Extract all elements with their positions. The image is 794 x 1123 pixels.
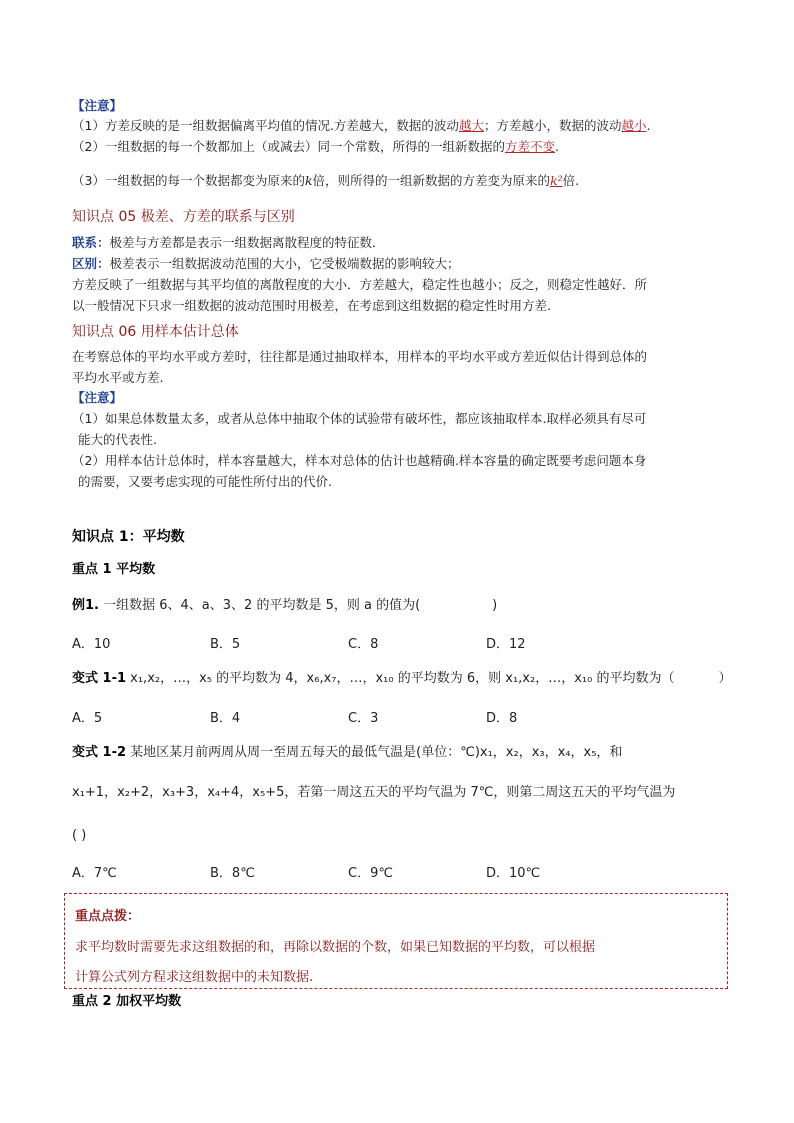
example-1-label: 例1. [72,598,99,613]
variant-1-1 [72,670,731,688]
note-item-1-end: . [646,118,651,133]
link-label: 联系： [72,235,110,250]
section-06-line-2: 平均水平或方差. [72,370,164,385]
variant-1-2-text-1: 某地区某月前两周从周一至周五每天的最低气温是(单位：℃)x₁，x₂，x₃，x₄，x₅，和 [130,745,623,760]
section-06-line-1: 在考察总体的平均水平或方差时，往往都是通过抽取样本，用样本的平均水平或方差近似估计得到总体的 [72,349,648,364]
section-06-note-heading: 【注意】 [72,390,123,405]
variant-1-2-label: 变式 1-2 [72,745,127,760]
section-05-line-3: 方差反映了一组数据与其平均值的离散程度的大小．方差越大，稳定性也越小；反之，则稳定性越好．所 [72,277,648,292]
note-item-2 [72,138,559,156]
section-05-link [72,234,385,252]
key-tip-callout [64,893,728,989]
example-1-option-c: C．8 [348,637,379,652]
key-tip-line-1: 求平均数时需要先求这组数据的和，再除以数据的个数，如果已知数据的平均数，可以根据 [75,940,596,955]
section-06-note-1-line-2: 能大的代表性. [78,432,157,447]
focus-1-title: 重点 1 平均数 [72,562,156,577]
note-item-2-end: . [554,139,559,154]
math-k: k [304,173,313,188]
link-text: 极差与方差都是表示一组数据离散程度的特征数． [109,235,385,250]
kp1-title: 知识点 1：平均数 [72,529,185,545]
section-06-title: 知识点 06 用样本估计总体 [72,324,239,340]
section-06-note-2-line-1: （2）用样本估计总体时，样本容量越大，样本对总体的估计也越精确.样本容量的确定既要考虑问题本身 [72,453,647,468]
section-05-difference [72,255,460,273]
variant-1-1-option-d: D．8 [486,711,518,726]
note-item-1-mid: ；方差越小，数据的波动 [483,118,622,133]
variant-1-2-line-1 [72,744,622,762]
example-1-option-d: D．12 [486,637,526,652]
key-tip-line-2: 计算公式列方程求这组数据中的未知数据. [75,970,314,985]
difference-label: 区别： [72,256,110,271]
note-item-2-text: （2）一组数据的每一个数都加上（或减去）同一个常数，所得的一组新数据的 [72,139,505,154]
example-1-text: 一组数据 6、4、a、3、2 的平均数是 5，则 a 的值为( [103,598,421,613]
variant-1-1-option-b: B．4 [210,711,241,726]
section-06-note-1-line-1: （1）如果总体数量太多，或者从总体中抽取个体的试验带有破坏性，都应该抽取样本.取样必须具有尽可 [72,411,647,426]
variant-1-2-line-2: x₁+1，x₂+2，x₃+3，x₄+4，x₅+5，若第一周这五天的平均气温为 7℃，则第二周这五天的平均气温为 [72,785,676,800]
focus-2-title: 重点 2 加权平均数 [72,994,182,1009]
variant-1-1-option-c: C．3 [348,711,379,726]
note-item-3-text: （3）一组数据的每一个数据都变为原来的 [72,173,305,188]
variant-1-2-option-c: C．9℃ [348,866,393,881]
example-1 [72,597,497,615]
note-item-1-text: （1）方差反映的是一组数据偏离平均值的情况.方差越大，数据的波动 [72,118,459,133]
underlined-term-larger: 越大 [458,118,484,133]
variant-1-1-close: ） [718,671,732,686]
variant-1-1-text: x₁,x₂，…，x₅ 的平均数为 4，x₆,x₇，…，x₁₀ 的平均数为 6，则 x₁,x₂，…，x₁₀ 的平均数为（ [130,671,675,686]
example-1-option-a: A．10 [72,637,111,652]
variant-1-2-line-3: ( ) [72,828,87,843]
note-item-3-end: 倍. [562,173,580,188]
example-1-option-b: B．5 [210,637,241,652]
variant-1-2-option-d: D．10℃ [486,866,541,881]
section-05-title: 知识点 05 极差、方差的联系与区别 [72,209,295,225]
key-tip-title: 重点点拨： [75,909,141,924]
example-1-close: ) [492,598,498,613]
variant-1-2-option-b: B．8℃ [210,866,255,881]
underlined-term-variance-unchanged: 方差不变 [504,139,555,154]
variant-1-2-option-a: A．7℃ [72,866,117,881]
difference-text: 极差表示一组数据波动范围的大小，它受极端数据的影响较大； [109,256,460,271]
note-item-3 [72,172,579,190]
variant-1-1-option-a: A．5 [72,711,103,726]
note-item-3-mid: 倍，则所得的一组新数据的方差变为原来的 [312,173,551,188]
section-05-line-4: 以一般情况下只求一组数据的波动范围时用极差，在考虑到这组数据的稳定性时用方差. [72,298,551,313]
underlined-term-smaller: 越小 [621,118,647,133]
note-item-1 [72,117,650,135]
variant-1-1-label: 变式 1-1 [72,671,127,686]
math-k-squared: k² [550,173,563,188]
note-heading: 【注意】 [72,98,123,113]
section-06-note-2-line-2: 的需要，又要考虑实现的可能性所付出的代价. [78,474,332,489]
